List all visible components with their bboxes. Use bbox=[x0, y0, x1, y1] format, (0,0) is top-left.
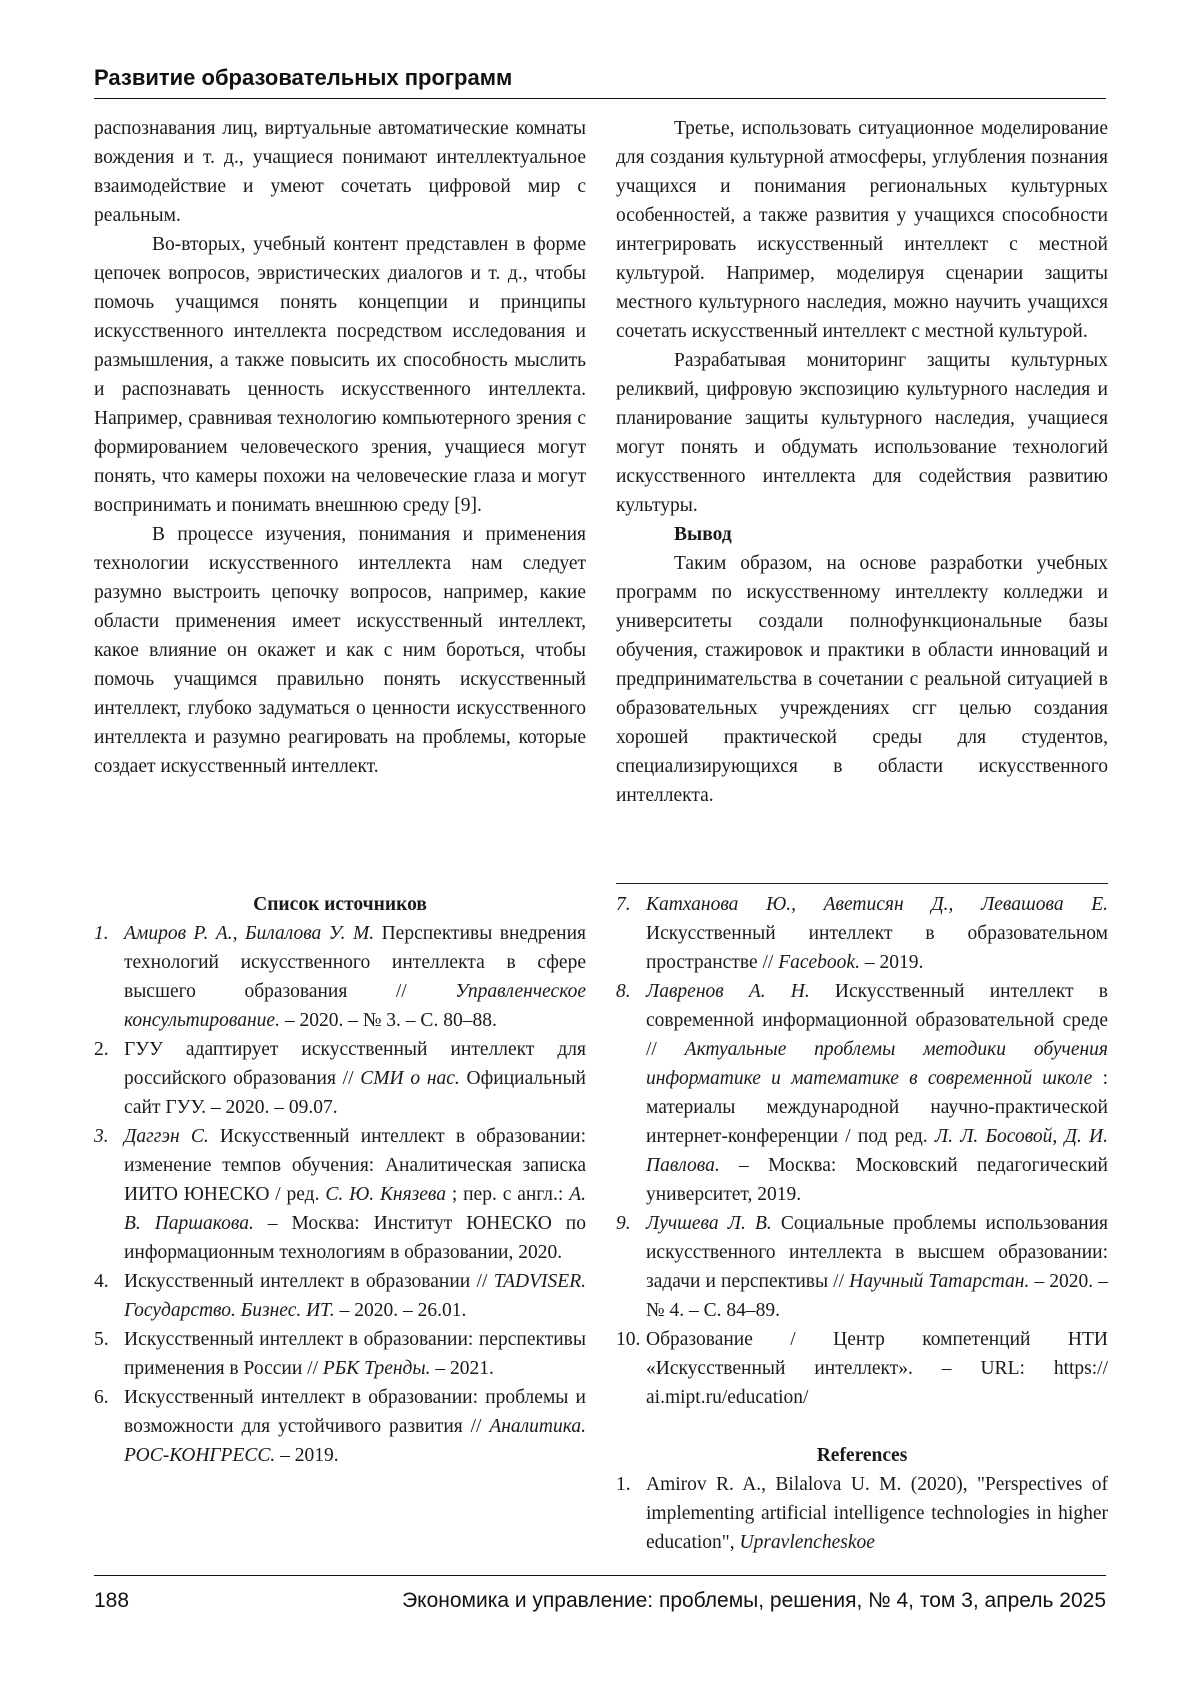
reference-title: Искусственный интеллект в образовательном пространстве // bbox=[646, 923, 1108, 973]
sources-list bbox=[94, 919, 586, 1470]
reference-details: : материалы международной научно-практической интернет-конференции / под ред. bbox=[646, 1068, 1108, 1147]
sources-list-left bbox=[94, 890, 586, 1470]
sources-list-right bbox=[616, 890, 1108, 1557]
reference-number: 9. bbox=[616, 1209, 631, 1238]
references-list bbox=[616, 1470, 1108, 1557]
reference-details: ; пер. с англ.: bbox=[446, 1184, 569, 1205]
reference-item-8 bbox=[616, 977, 1108, 1209]
reference-details: Официальный сайт ГУУ. – 2020. – 09.07. bbox=[124, 1068, 586, 1118]
right-paragraph-1: Третье, использовать ситуационное моделирование для создания культурной атмосферы, углубления познания учащихся и понимания региональных культурных особенностей, а также развития у учащихся способности интегрировать искусственный интеллект с местной культурой. Например, моделируя сценарии защиты местного культурного наследия, можно научить учащихся сочетать искусственный интеллект с местной культурой. bbox=[616, 114, 1108, 346]
references-heading: References bbox=[616, 1441, 1108, 1470]
reference-details: – 2020. – 26.01. bbox=[335, 1300, 467, 1321]
reference-title: Amirov R. A., Bilalova U. M. (2020), "Perspectives of implementing artificial intelligence technologies in higher education", bbox=[646, 1474, 1108, 1553]
reference-title: ГУУ адаптирует искусственный интеллект для российского образования // bbox=[124, 1039, 586, 1089]
reference-source: Аналитика. РОС-КОНГРЕСС. bbox=[124, 1416, 586, 1466]
header-rule bbox=[94, 98, 1106, 99]
reference-source: Upravlencheskoe bbox=[740, 1532, 875, 1553]
reference-authors: Даггэн С. bbox=[124, 1126, 209, 1147]
reference-number: 4. bbox=[94, 1267, 109, 1296]
running-footer bbox=[94, 1587, 1106, 1615]
reference-source: Научный Татарстан. bbox=[849, 1271, 1029, 1292]
reference-item-4 bbox=[94, 1267, 586, 1325]
sources-heading: Список источников bbox=[94, 890, 586, 919]
reference-title: Образование / Центр компетенций НТИ «Искусственный интеллект». – URL: https:// ai.mipt.ru/education/ bbox=[646, 1329, 1108, 1408]
reference-publisher: – Москва: Московский педагогический университет, 2019. bbox=[646, 1155, 1108, 1205]
reference-title: Искусственный интеллект в образовании: проблемы и возможности для устойчивого развития // bbox=[124, 1387, 586, 1437]
reference-item-2 bbox=[94, 1035, 586, 1122]
conclusion-heading: Вывод bbox=[616, 520, 1108, 549]
reference-details: – 2019. bbox=[860, 952, 923, 973]
reference-source: TADVISER. Государство. Бизнес. ИТ. bbox=[124, 1271, 586, 1321]
left-paragraph-1: распознавания лиц, виртуальные автоматические комнаты вождения и т. д., учащиеся понимают интеллектуальное взаимодействие и умеют сочетать цифровой мир с реальным. bbox=[94, 114, 586, 230]
reference-title: Перспективы внедрения технологий искусственного интеллекта в сфере высшего образования // bbox=[124, 923, 586, 1002]
right-paragraph-3: Таким образом, на основе разработки учебных программ по искусственному интеллекту колледжи и университеты создали полнофункциональные базы обучения, стажировок и практики в области инноваций и предпринимательства в сочетании с реальной ситуацией в образовательных учреждениях сгг целью создания хорошей практической среды для студентов, специализирующихся в области искусственного интеллекта. bbox=[616, 549, 1108, 810]
reference-source: Актуальные проблемы методики обучения информатике и математике в современной школе bbox=[646, 1039, 1108, 1089]
reference-item-6 bbox=[94, 1383, 586, 1470]
reference-details: – 2020. – № 4. – С. 84–89. bbox=[646, 1271, 1108, 1321]
reference-editors: Л. Л. Босовой, Д. И. Павлова. bbox=[646, 1126, 1108, 1176]
reference-item-10 bbox=[616, 1325, 1108, 1412]
reference-item-7 bbox=[616, 890, 1108, 977]
english-reference-item-1 bbox=[616, 1470, 1108, 1557]
reference-details: – 2021. bbox=[431, 1358, 494, 1379]
reference-authors: Катханова Ю., Аветисян Д., Левашова Е. bbox=[646, 894, 1108, 915]
references-divider bbox=[616, 883, 1108, 884]
reference-title: Искусственный интеллект в образовании: перспективы применения в России // bbox=[124, 1329, 586, 1379]
reference-title: Искусственный интеллект в образовании: изменение темпов обучения: Аналитическая записка ИИТО ЮНЕСКО / ред. bbox=[124, 1126, 586, 1205]
reference-number: 10. bbox=[616, 1325, 640, 1354]
reference-source: СМИ о нас. bbox=[360, 1068, 460, 1089]
reference-item-3 bbox=[94, 1122, 586, 1267]
reference-details: – 2020. – № 3. – С. 80–88. bbox=[280, 1010, 497, 1031]
reference-editor: С. Ю. Князева bbox=[325, 1184, 446, 1205]
journal-title: Экономика и управление: проблемы, решения, № 4, том 3, апрель 2025 bbox=[402, 1587, 1106, 1615]
reference-title: Социальные проблемы использования искусственного интеллекта в высшем образовании: задачи и перспективы // bbox=[646, 1213, 1108, 1292]
reference-authors: Амиров Р. А., Билалова У. М. bbox=[124, 923, 374, 944]
reference-number: 8. bbox=[616, 977, 631, 1006]
left-paragraph-2: Во-вторых, учебный контент представлен в форме цепочек вопросов, эвристических диалогов и т. д., чтобы помочь учащимся понять концепции и принципы искусственного интеллекта посредством исследования и размышления, а также повысить их способность мыслить и распознавать ценность искусственного интеллекта. Например, сравнивая технологию компьютерного зрения с формированием человеческого зрения, учащиеся могут понять, что камеры похожи на человеческие глаза и могут воспринимать и понимать внешнюю среду [9]. bbox=[94, 230, 586, 520]
section-title: Развитие образовательных программ bbox=[94, 64, 1106, 92]
reference-publisher: – Москва: Институт ЮНЕСКО по информационным технологиям в образовании, 2020. bbox=[124, 1213, 586, 1263]
reference-number: 5. bbox=[94, 1325, 109, 1354]
reference-translator: А. В. Паршакова. bbox=[124, 1184, 586, 1234]
reference-number: 1. bbox=[616, 1470, 631, 1499]
reference-title: Искусственный интеллект в современной информационной образовательной среде // bbox=[646, 981, 1108, 1060]
reference-number: 6. bbox=[94, 1383, 109, 1412]
left-paragraph-3: В процессе изучения, понимания и применения технологии искусственного интеллекта нам следует разумно выстроить цепочку вопросов, например, какие области применения имеет искусственный интеллект, какое влияние он окажет и как с ним бороться, чтобы помочь учащимся правильно понять искусственный интеллект, глубоко задуматься о ценности искусственного интеллекта и разумно реагировать на проблемы, которые создает искусственный интеллект. bbox=[94, 520, 586, 781]
reference-source: Facebook. bbox=[778, 952, 860, 973]
reference-source: РБК Тренды. bbox=[323, 1358, 431, 1379]
reference-authors: Лучшева Л. В. bbox=[646, 1213, 772, 1234]
reference-title: Искусственный интеллект в образовании // bbox=[124, 1271, 494, 1292]
reference-number: 2. bbox=[94, 1035, 109, 1064]
reference-details: – 2019. bbox=[275, 1445, 338, 1466]
reference-number: 3. bbox=[94, 1122, 109, 1151]
reference-number: 1. bbox=[94, 919, 109, 948]
footer-rule bbox=[94, 1575, 1106, 1576]
reference-item-5 bbox=[94, 1325, 586, 1383]
right-paragraph-2: Разрабатывая мониторинг защиты культурных реликвий, цифровую экспозицию культурного наследия и планирование защиты культурного наследия, учащиеся могут понять и обдумать использование технологий искусственного интеллекта для содействия развитию культуры. bbox=[616, 346, 1108, 520]
reference-authors: Лавренов А. Н. bbox=[646, 981, 810, 1002]
reference-number: 7. bbox=[616, 890, 631, 919]
right-column-body bbox=[616, 114, 1108, 810]
sources-list-continued bbox=[616, 890, 1108, 1412]
left-column-body bbox=[94, 114, 586, 781]
reference-item-9 bbox=[616, 1209, 1108, 1325]
reference-item-1 bbox=[94, 919, 586, 1035]
reference-source: Управленческое консультирование. bbox=[124, 981, 586, 1031]
page-number: 188 bbox=[94, 1587, 129, 1615]
running-header bbox=[94, 64, 1106, 92]
